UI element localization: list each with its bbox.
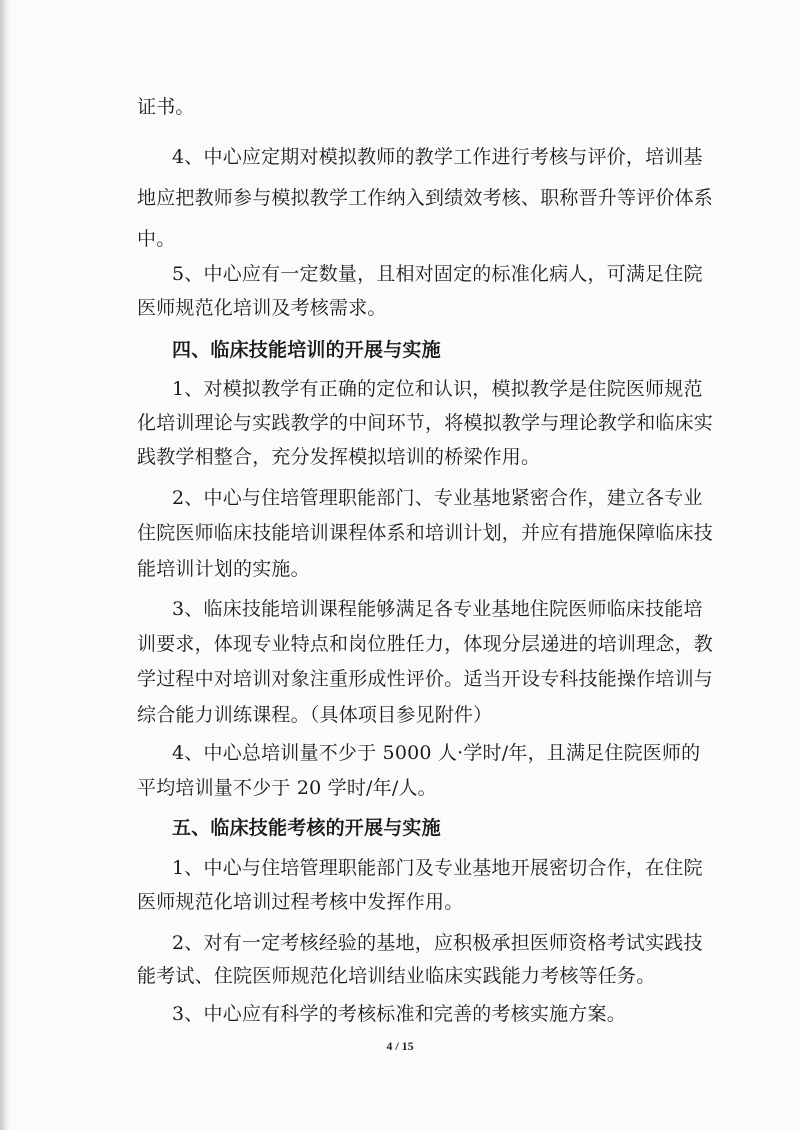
paragraph-line: 训要求，体现专业特点和岗位胜任力，体现分层递进的培训理念，教 [137,633,714,655]
paragraph-line: 医师规范化培训及考核需求。 [137,297,387,319]
paragraph-line: 3、中心应有科学的考核标准和完善的考核实施方案。 [172,1003,626,1025]
paragraph-line: 平均培训量不少于 20 学时/年/人。 [137,777,437,799]
paragraph-line: 证书。 [137,96,195,118]
paragraph-line: 2、中心与住培管理职能部门、专业基地紧密合作，建立各专业 [172,487,703,509]
paragraph-line: 地应把教师参与模拟教学工作纳入到绩效考核、职称晋升等评价体系 [137,187,714,209]
paragraph-line: 中。 [137,228,176,250]
paragraph-line: 践教学相整合，充分发挥模拟培训的桥梁作用。 [137,446,541,468]
paragraph-line: 医师规范化培训过程考核中发挥作用。 [137,891,464,913]
scan-edge-shadow [0,0,10,1130]
paragraph-line: 化培训理论与实践教学的中间环节，将模拟教学与理论教学和临床实 [137,412,714,434]
page-number: 4 / 15 [386,1039,414,1053]
paragraph-line: 5、中心应有一定数量，且相对固定的标准化病人，可满足住院 [172,263,703,285]
paragraph-line: 1、对模拟教学有正确的定位和认识，模拟教学是住院医师规范 [172,378,703,400]
paragraph-line: 综合能力训练课程。（具体项目参见附件） [137,704,493,726]
paragraph-line: 1、中心与住培管理职能部门及专业基地开展密切合作，在住院 [172,857,703,879]
paragraph-line: 4、中心总培训量不少于 5000 人·学时/年，且满足住院医师的 [172,742,701,764]
paragraph-line: 住院医师临床技能培训课程体系和培训计划，并应有措施保障临床技 [137,522,714,544]
paragraph-line: 2、对有一定考核经验的基地，应积极承担医师资格考试实践技 [172,932,703,954]
section-heading: 四、临床技能培训的开展与实施 [172,339,441,361]
section-heading: 五、临床技能考核的开展与实施 [172,817,441,839]
paragraph-line: 学过程中对培训对象注重形成性评价。适当开设专科技能操作培训与 [137,668,714,690]
paragraph-line: 能考试、住院医师规范化培训结业临床实践能力考核等任务。 [137,965,656,987]
paragraph-line: 4、中心应定期对模拟教师的教学工作进行考核与评价，培训基 [172,146,703,168]
paragraph-line: 能培训计划的实施。 [137,558,310,580]
paragraph-line: 3、临床技能培训课程能够满足各专业基地住院医师临床技能培 [172,598,703,620]
